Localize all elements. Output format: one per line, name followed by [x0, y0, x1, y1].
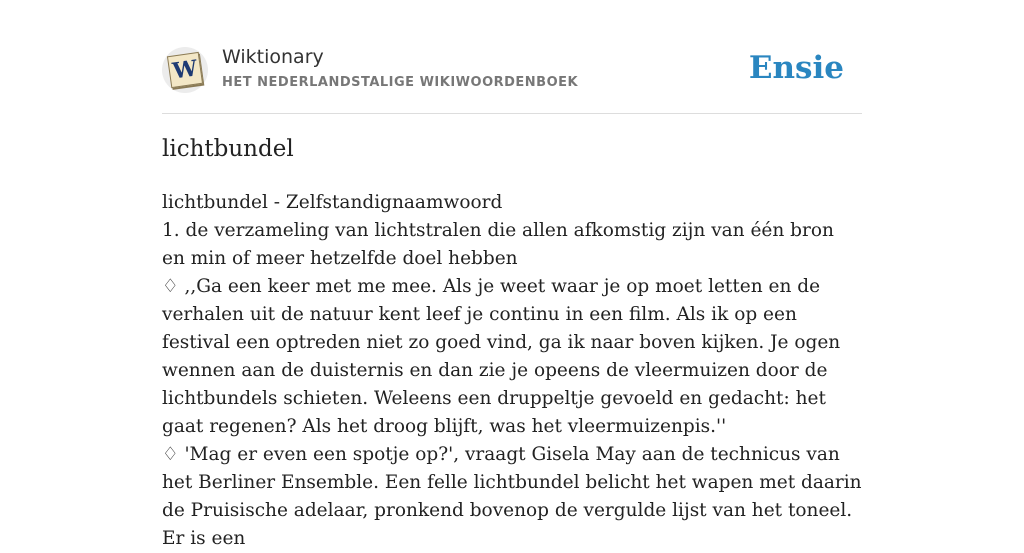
site-header [162, 44, 862, 104]
wiktionary-logo-icon [167, 52, 203, 88]
site-name[interactable]: Wiktionary [222, 46, 324, 68]
header-divider [162, 113, 862, 114]
entry-definition: 1. de verzameling van lichtstralen die allen afkomstig zijn van één bron en min of meer hetzelfde doel hebben [162, 220, 834, 269]
entry-content [162, 189, 862, 553]
example-quote-1: ♢ ,,Ga een keer met me mee. Als je weet waar je op moet letten en de verhalen uit de natuur kent leef je continu in een film. Als ik op een festival een optreden niet zo goed vind, ga ik naar boven kijken. Je ogen wennen aan de duisternis en dan zie je opeens de vleermuizen door de lichtbundels schieten. Weleens een druppeltje gevoeld en gedacht: het gaat regenen? Als het droog blijft, was het vleermuizenpis.'' [162, 276, 841, 437]
ensie-brand-logo[interactable]: Ensie [748, 50, 844, 86]
example-quote-2: ♢ 'Mag er even een spotje op?', vraagt Gisela May aan de technicus van het Berliner Ensemble. Een felle lichtbundel belicht het wapen met daarin de Pruisische adelaar, pronkend bovenop de vergulde lijst van het toneel. Er is een [162, 444, 862, 549]
entry-heading: lichtbundel - Zelfstandignaamwoord [162, 192, 503, 213]
site-subtitle: HET NEDERLANDSTALIGE WIKIWOORDENBOEK [222, 75, 579, 90]
page-title: lichtbundel [162, 136, 294, 162]
wiktionary-logo[interactable] [162, 47, 208, 93]
logo-letter: W [170, 55, 200, 85]
